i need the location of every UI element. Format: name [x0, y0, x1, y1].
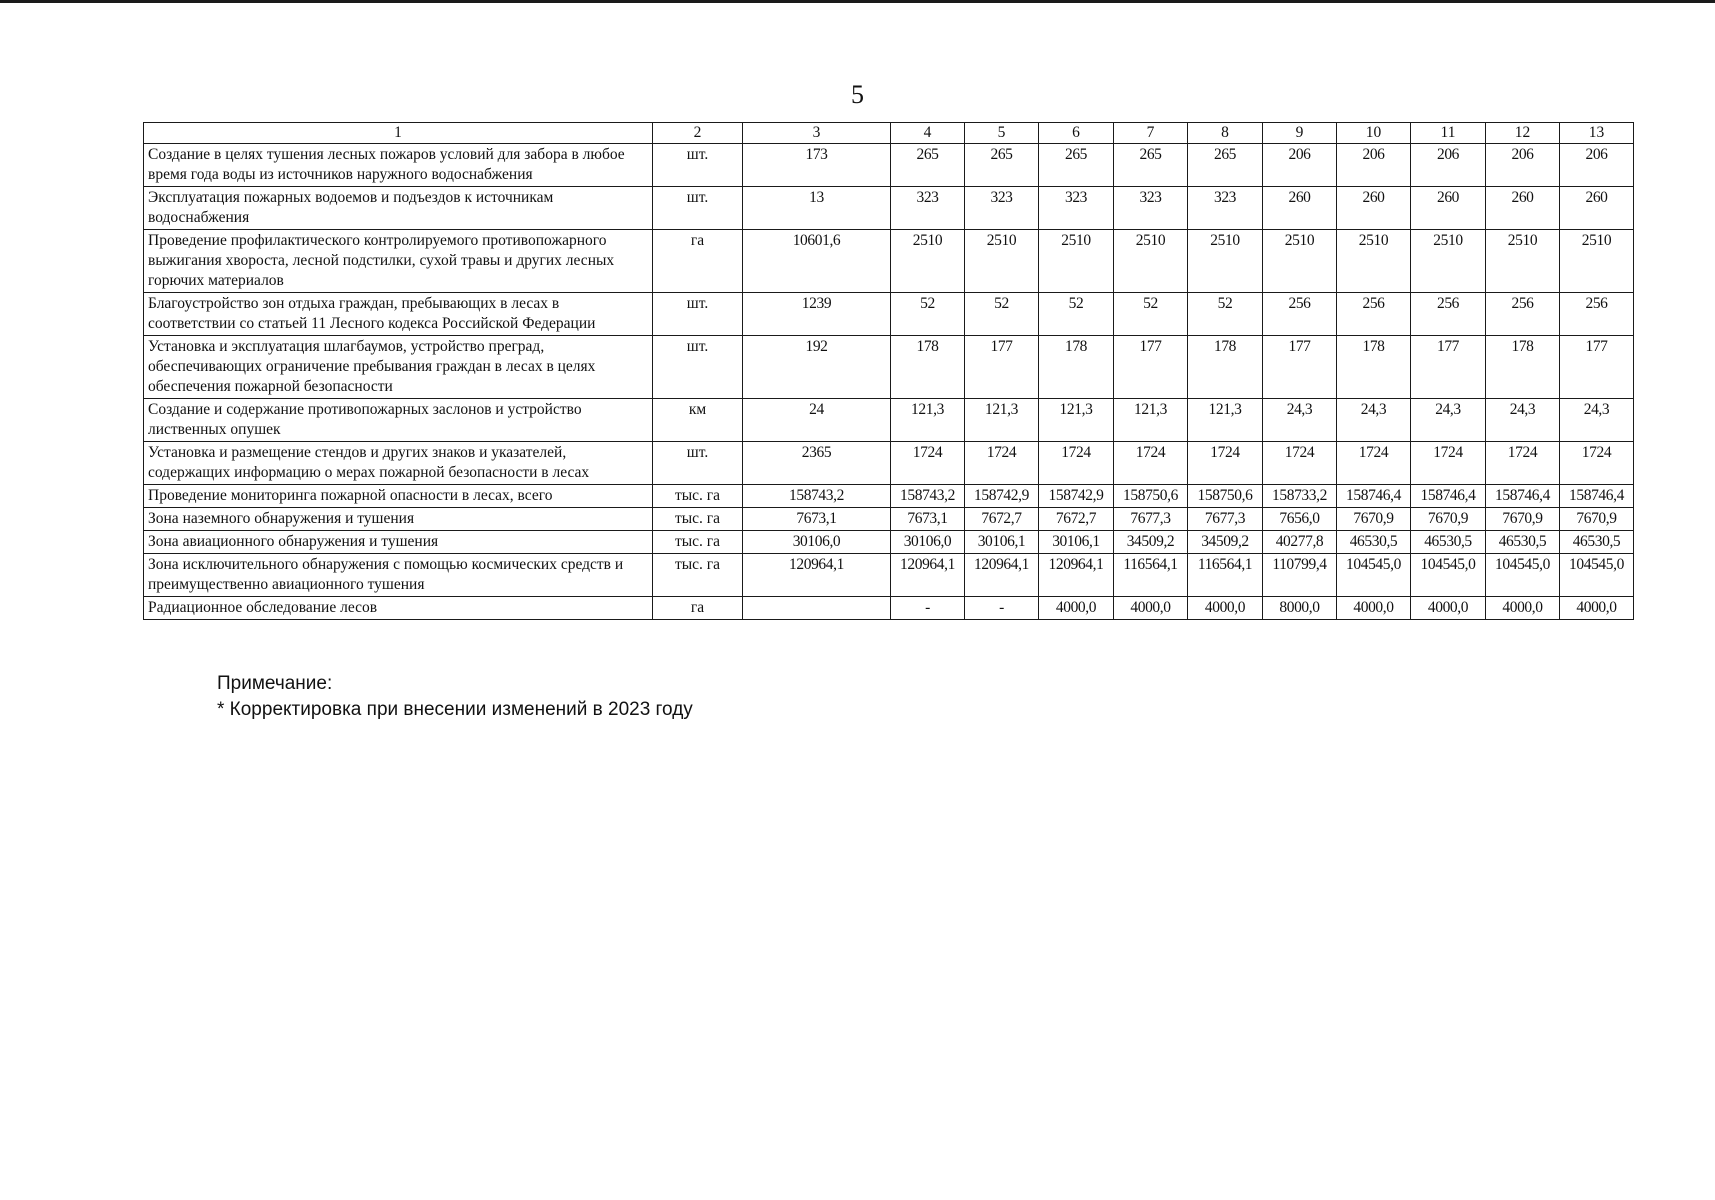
- table-row: [144, 442, 1634, 485]
- value-cell: 158746,4: [1560, 485, 1634, 508]
- unit-cell: шт.: [653, 293, 743, 336]
- value-cell: 265: [1188, 144, 1263, 187]
- value-cell: 121,3: [891, 399, 965, 442]
- value-cell: 158743,2: [743, 485, 891, 508]
- value-cell: 4000,0: [1411, 597, 1486, 620]
- value-cell: 173: [743, 144, 891, 187]
- table-row: [144, 485, 1634, 508]
- value-cell: 120964,1: [891, 554, 965, 597]
- value-cell: 7673,1: [743, 508, 891, 531]
- value-cell: 52: [1114, 293, 1188, 336]
- unit-cell: га: [653, 597, 743, 620]
- value-cell: 323: [1114, 187, 1188, 230]
- table-row: [144, 531, 1634, 554]
- value-cell: 206: [1411, 144, 1486, 187]
- unit-cell: шт.: [653, 442, 743, 485]
- activity-name-cell: Зона исключительного обнаружения с помощью космических средств и преимущественно авиационного тушения: [144, 554, 653, 597]
- value-cell: 158750,6: [1114, 485, 1188, 508]
- value-cell: 4000,0: [1337, 597, 1411, 620]
- table-header-row: [144, 123, 1634, 144]
- value-cell: 260: [1411, 187, 1486, 230]
- value-cell: 158742,9: [965, 485, 1039, 508]
- top-border-line: [0, 0, 1715, 3]
- table-row: [144, 336, 1634, 399]
- value-cell: 2510: [1411, 230, 1486, 293]
- value-cell: 177: [1560, 336, 1634, 399]
- value-cell: 323: [1039, 187, 1114, 230]
- value-cell: 104545,0: [1411, 554, 1486, 597]
- value-cell: 52: [1039, 293, 1114, 336]
- value-cell: 120964,1: [743, 554, 891, 597]
- value-cell: 10601,6: [743, 230, 891, 293]
- header-cell: 7: [1114, 123, 1188, 144]
- value-cell: 177: [965, 336, 1039, 399]
- activity-name-cell: Установка и размещение стендов и других знаков и указателей, содержащих информацию о мерах пожарной безопасности в лесах: [144, 442, 653, 485]
- value-cell: 4000,0: [1039, 597, 1114, 620]
- activity-name-cell: Создание в целях тушения лесных пожаров условий для забора в любое время года воды из источников наружного водоснабжения: [144, 144, 653, 187]
- value-cell: 2510: [891, 230, 965, 293]
- value-cell: 256: [1486, 293, 1560, 336]
- value-cell: 30106,0: [891, 531, 965, 554]
- value-cell: 52: [891, 293, 965, 336]
- value-cell: 2510: [1263, 230, 1337, 293]
- table-row: [144, 293, 1634, 336]
- value-cell: 158746,4: [1411, 485, 1486, 508]
- unit-cell: тыс. га: [653, 485, 743, 508]
- table-row: [144, 554, 1634, 597]
- value-cell: 46530,5: [1560, 531, 1634, 554]
- value-cell: 121,3: [1114, 399, 1188, 442]
- value-cell: 52: [1188, 293, 1263, 336]
- unit-cell: тыс. га: [653, 554, 743, 597]
- table-row: [144, 144, 1634, 187]
- value-cell: 116564,1: [1114, 554, 1188, 597]
- value-cell: 34509,2: [1188, 531, 1263, 554]
- value-cell: 177: [1263, 336, 1337, 399]
- value-cell: 7672,7: [965, 508, 1039, 531]
- value-cell: 158746,4: [1337, 485, 1411, 508]
- header-cell: 13: [1560, 123, 1634, 144]
- value-cell: 7670,9: [1337, 508, 1411, 531]
- activity-name-cell: Эксплуатация пожарных водоемов и подъездов к источникам водоснабжения: [144, 187, 653, 230]
- value-cell: 2510: [1039, 230, 1114, 293]
- value-cell: 2365: [743, 442, 891, 485]
- value-cell: 323: [891, 187, 965, 230]
- value-cell: 178: [1039, 336, 1114, 399]
- value-cell: 1239: [743, 293, 891, 336]
- activity-name-cell: Радиационное обследование лесов: [144, 597, 653, 620]
- value-cell: 158743,2: [891, 485, 965, 508]
- value-cell: 121,3: [965, 399, 1039, 442]
- note-block: [217, 671, 693, 723]
- header-cell: 11: [1411, 123, 1486, 144]
- value-cell: 104545,0: [1337, 554, 1411, 597]
- value-cell: 256: [1560, 293, 1634, 336]
- unit-cell: га: [653, 230, 743, 293]
- value-cell: 7673,1: [891, 508, 965, 531]
- value-cell: 256: [1411, 293, 1486, 336]
- value-cell: 30106,1: [1039, 531, 1114, 554]
- activity-name-cell: Благоустройство зон отдыха граждан, пребывающих в лесах в соответствии со статьей 11 Лесного кодекса Российской Федерации: [144, 293, 653, 336]
- value-cell: 4000,0: [1486, 597, 1560, 620]
- value-cell: 24,3: [1560, 399, 1634, 442]
- value-cell: 178: [1337, 336, 1411, 399]
- table-row: [144, 399, 1634, 442]
- value-cell: 206: [1263, 144, 1337, 187]
- value-cell: 46530,5: [1337, 531, 1411, 554]
- value-cell: 2510: [1114, 230, 1188, 293]
- header-cell: 1: [144, 123, 653, 144]
- value-cell: 265: [1039, 144, 1114, 187]
- value-cell: 2510: [1560, 230, 1634, 293]
- value-cell: 7656,0: [1263, 508, 1337, 531]
- value-cell: 116564,1: [1188, 554, 1263, 597]
- value-cell: 1724: [1114, 442, 1188, 485]
- value-cell: 260: [1560, 187, 1634, 230]
- header-cell: 2: [653, 123, 743, 144]
- value-cell: -: [891, 597, 965, 620]
- value-cell: 206: [1486, 144, 1560, 187]
- value-cell: 120964,1: [1039, 554, 1114, 597]
- value-cell: 1724: [1411, 442, 1486, 485]
- unit-cell: км: [653, 399, 743, 442]
- value-cell: 1724: [891, 442, 965, 485]
- value-cell: 52: [965, 293, 1039, 336]
- value-cell: 158750,6: [1188, 485, 1263, 508]
- table-row: [144, 508, 1634, 531]
- page-number: 5: [851, 80, 864, 109]
- unit-cell: шт.: [653, 336, 743, 399]
- value-cell: 40277,8: [1263, 531, 1337, 554]
- value-cell: 2510: [1188, 230, 1263, 293]
- value-cell: 4000,0: [1560, 597, 1634, 620]
- value-cell: 24,3: [1263, 399, 1337, 442]
- header-cell: 10: [1337, 123, 1411, 144]
- header-cell: 5: [965, 123, 1039, 144]
- value-cell: 2510: [965, 230, 1039, 293]
- value-cell: 7670,9: [1411, 508, 1486, 531]
- value-cell: 7670,9: [1486, 508, 1560, 531]
- value-cell: 192: [743, 336, 891, 399]
- value-cell: 260: [1486, 187, 1560, 230]
- value-cell: 1724: [1039, 442, 1114, 485]
- value-cell: 7677,3: [1188, 508, 1263, 531]
- value-cell: 178: [1188, 336, 1263, 399]
- value-cell: 1724: [1188, 442, 1263, 485]
- value-cell: 24,3: [1411, 399, 1486, 442]
- value-cell: 2510: [1337, 230, 1411, 293]
- value-cell: 158746,4: [1486, 485, 1560, 508]
- header-cell: 9: [1263, 123, 1337, 144]
- value-cell: 1724: [965, 442, 1039, 485]
- value-cell: 121,3: [1188, 399, 1263, 442]
- value-cell: 1724: [1337, 442, 1411, 485]
- fire-safety-plan-table: [143, 122, 1634, 620]
- value-cell: [743, 597, 891, 620]
- header-cell: 12: [1486, 123, 1560, 144]
- header-cell: 4: [891, 123, 965, 144]
- value-cell: 265: [1114, 144, 1188, 187]
- value-cell: 1724: [1263, 442, 1337, 485]
- activity-name-cell: Зона наземного обнаружения и тушения: [144, 508, 653, 531]
- value-cell: 13: [743, 187, 891, 230]
- table-row: [144, 187, 1634, 230]
- value-cell: 178: [1486, 336, 1560, 399]
- value-cell: 34509,2: [1114, 531, 1188, 554]
- value-cell: 265: [965, 144, 1039, 187]
- value-cell: 120964,1: [965, 554, 1039, 597]
- unit-cell: тыс. га: [653, 531, 743, 554]
- value-cell: 30106,1: [965, 531, 1039, 554]
- value-cell: 7672,7: [1039, 508, 1114, 531]
- unit-cell: шт.: [653, 144, 743, 187]
- value-cell: 30106,0: [743, 531, 891, 554]
- value-cell: 256: [1337, 293, 1411, 336]
- value-cell: 260: [1263, 187, 1337, 230]
- value-cell: 110799,4: [1263, 554, 1337, 597]
- activity-name-cell: Создание и содержание противопожарных заслонов и устройство лиственных опушек: [144, 399, 653, 442]
- table-row: [144, 230, 1634, 293]
- value-cell: 256: [1263, 293, 1337, 336]
- header-cell: 3: [743, 123, 891, 144]
- activity-name-cell: Проведение мониторинга пожарной опасности в лесах, всего: [144, 485, 653, 508]
- note-title: Примечание:: [217, 673, 333, 694]
- header-cell: 6: [1039, 123, 1114, 144]
- value-cell: 24: [743, 399, 891, 442]
- value-cell: 2510: [1486, 230, 1560, 293]
- value-cell: 158733,2: [1263, 485, 1337, 508]
- value-cell: 323: [1188, 187, 1263, 230]
- value-cell: 177: [1114, 336, 1188, 399]
- value-cell: 7677,3: [1114, 508, 1188, 531]
- value-cell: 24,3: [1486, 399, 1560, 442]
- value-cell: 8000,0: [1263, 597, 1337, 620]
- value-cell: 1724: [1560, 442, 1634, 485]
- value-cell: 24,3: [1337, 399, 1411, 442]
- activity-name-cell: Проведение профилактического контролируемого противопожарного выжигания хвороста, лесной подстилки, сухой травы и других лесных горючих материалов: [144, 230, 653, 293]
- value-cell: 260: [1337, 187, 1411, 230]
- value-cell: 323: [965, 187, 1039, 230]
- value-cell: 178: [891, 336, 965, 399]
- value-cell: 206: [1337, 144, 1411, 187]
- value-cell: 7670,9: [1560, 508, 1634, 531]
- value-cell: 177: [1411, 336, 1486, 399]
- table-row: [144, 597, 1634, 620]
- value-cell: 4000,0: [1188, 597, 1263, 620]
- value-cell: 206: [1560, 144, 1634, 187]
- value-cell: 265: [891, 144, 965, 187]
- header-cell: 8: [1188, 123, 1263, 144]
- activity-name-cell: Зона авиационного обнаружения и тушения: [144, 531, 653, 554]
- unit-cell: тыс. га: [653, 508, 743, 531]
- value-cell: 1724: [1486, 442, 1560, 485]
- unit-cell: шт.: [653, 187, 743, 230]
- value-cell: 104545,0: [1486, 554, 1560, 597]
- note-text: * Корректировка при внесении изменений в 2023 году: [217, 699, 693, 720]
- value-cell: 46530,5: [1486, 531, 1560, 554]
- value-cell: 46530,5: [1411, 531, 1486, 554]
- value-cell: 4000,0: [1114, 597, 1188, 620]
- value-cell: 158742,9: [1039, 485, 1114, 508]
- value-cell: -: [965, 597, 1039, 620]
- value-cell: 104545,0: [1560, 554, 1634, 597]
- value-cell: 121,3: [1039, 399, 1114, 442]
- activity-name-cell: Установка и эксплуатация шлагбаумов, устройство преград, обеспечивающих ограничение пребывания граждан в лесах в целях обеспечения пожарной безопасности: [144, 336, 653, 399]
